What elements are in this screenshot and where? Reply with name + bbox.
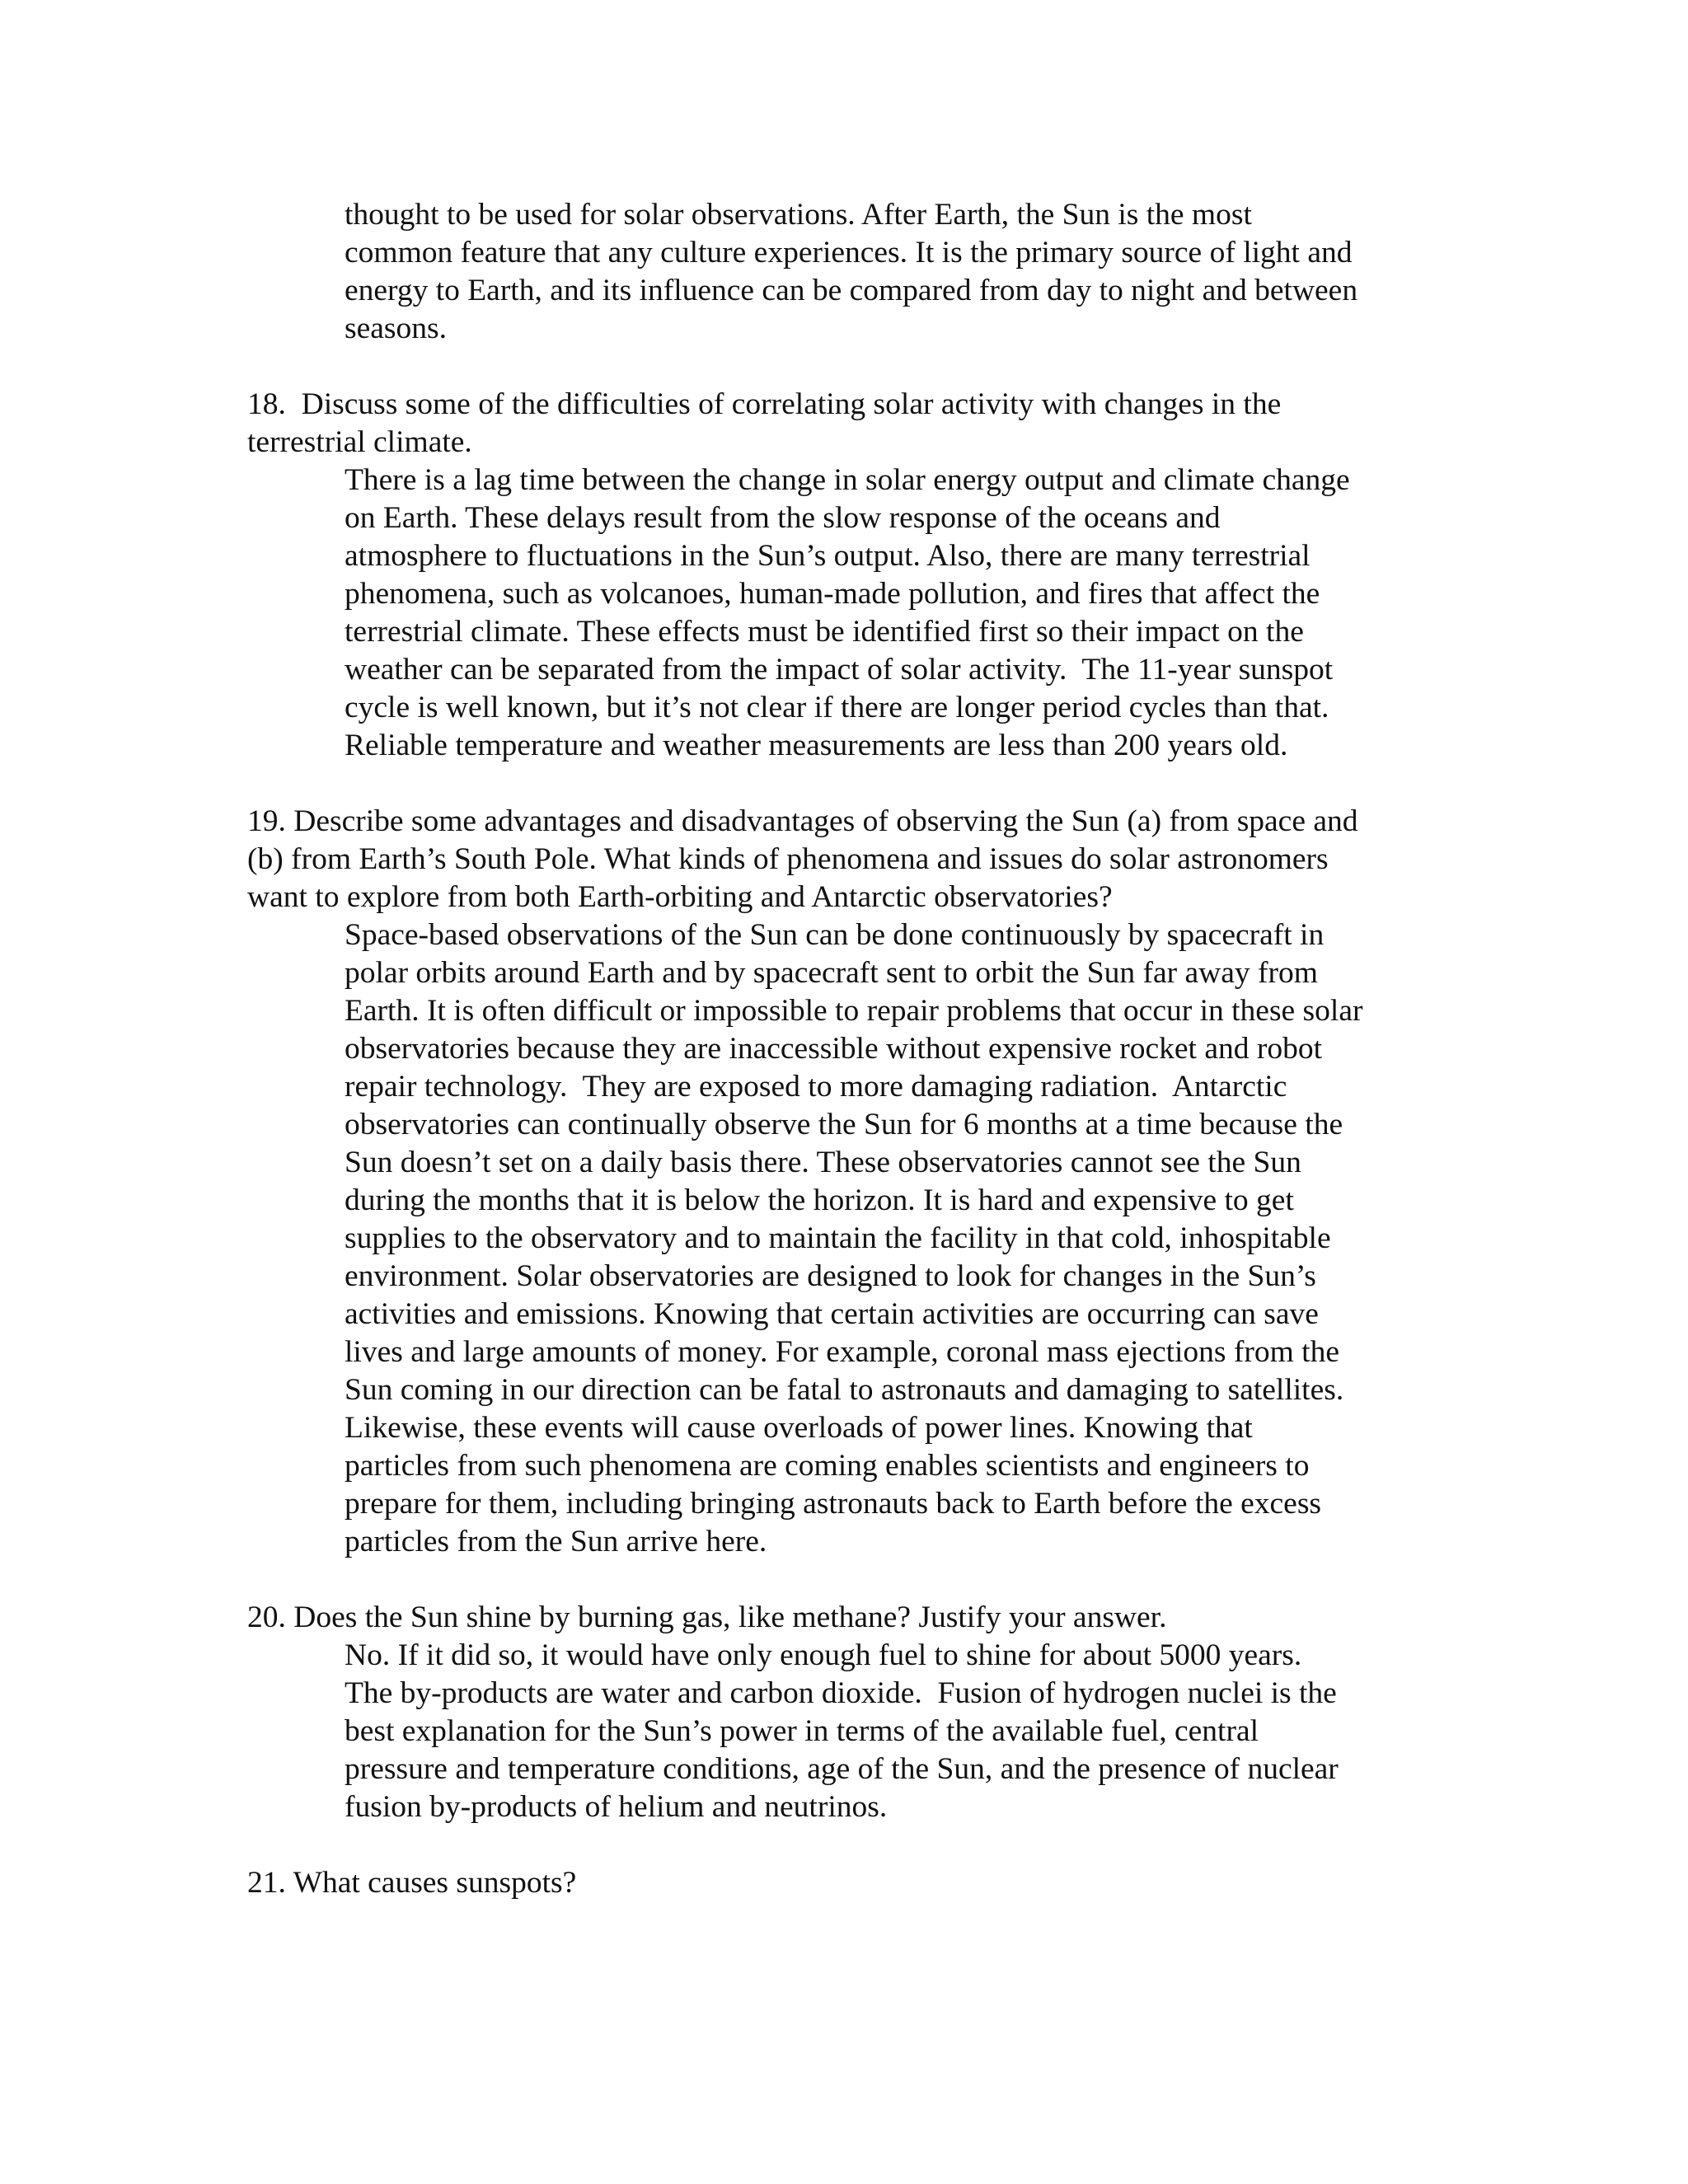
text-line: Reliable temperature and weather measurements are less than 200 years old. xyxy=(345,729,1288,762)
text-line: best explanation for the Sun’s power in terms of the available fuel, central xyxy=(345,1714,1259,1748)
text-line: 18. Discuss some of the difficulties of correlating solar activity with changes in the xyxy=(247,387,1282,421)
text-line: particles from such phenomena are coming enables scientists and engineers to xyxy=(345,1449,1310,1483)
text-line: terrestrial climate. xyxy=(247,425,472,459)
text-line: repair technology. They are exposed to more damaging radiation. Antarctic xyxy=(345,1070,1287,1104)
text-line: cycle is well known, but it’s not clear if there are longer period cycles than that. xyxy=(345,691,1329,724)
text-line: particles from the Sun arrive here. xyxy=(345,1525,767,1558)
text-line: activities and emissions. Knowing that certain activities are occurring can save xyxy=(345,1297,1319,1331)
text-line: atmosphere to fluctuations in the Sun’s output. Also, there are many terrestrial xyxy=(345,539,1311,573)
text-line: energy to Earth, and its influence can be compared from day to night and between xyxy=(345,274,1358,307)
text-line: during the months that it is below the horizon. It is hard and expensive to get xyxy=(345,1183,1294,1217)
text-line: Sun coming in our direction can be fatal to astronauts and damaging to satellites. xyxy=(345,1373,1344,1407)
text-line: fusion by-products of helium and neutrinos. xyxy=(345,1790,888,1824)
text-line: (b) from Earth’s South Pole. What kinds of phenomena and issues do solar astronomers xyxy=(247,842,1329,876)
text-line: lives and large amounts of money. For example, coronal mass ejections from the xyxy=(345,1335,1339,1369)
text-line: terrestrial climate. These effects must be identified first so their impact on the xyxy=(345,615,1304,649)
text-line: observatories can continually observe the Sun for 6 months at a time because the xyxy=(345,1108,1343,1141)
text-line: There is a lag time between the change in solar energy output and climate change xyxy=(345,463,1350,497)
text-line: 21. What causes sunspots? xyxy=(247,1866,577,1900)
text-line: phenomena, such as volcanoes, human-made pollution, and fires that affect the xyxy=(345,577,1320,611)
text-line: polar orbits around Earth and by spacecraft sent to orbit the Sun far away from xyxy=(345,956,1318,990)
text-line: thought to be used for solar observations. After Earth, the Sun is the most xyxy=(345,198,1252,232)
text-line: want to explore from both Earth-orbiting and Antarctic observatories? xyxy=(247,880,1113,914)
text-line: observatories because they are inaccessible without expensive rocket and robot xyxy=(345,1032,1323,1066)
text-line: 19. Describe some advantages and disadvantages of observing the Sun (a) from space and xyxy=(247,804,1358,838)
text-line: common feature that any culture experiences. It is the primary source of light and xyxy=(345,236,1353,269)
text-line: Earth. It is often difficult or impossible to repair problems that occur in these solar xyxy=(345,994,1363,1028)
text-line: Space-based observations of the Sun can be done continuously by spacecraft in xyxy=(345,918,1325,952)
text-line: No. If it did so, it would have only enough fuel to shine for about 5000 years. xyxy=(345,1638,1302,1672)
text-line: seasons. xyxy=(345,312,447,345)
text-line: prepare for them, including bringing astronauts back to Earth before the excess xyxy=(345,1487,1322,1521)
text-line: on Earth. These delays result from the slow response of the oceans and xyxy=(345,501,1221,535)
text-line: Likewise, these events will cause overloads of power lines. Knowing that xyxy=(345,1411,1253,1445)
text-line: 20. Does the Sun shine by burning gas, like methane? Justify your answer. xyxy=(247,1601,1167,1634)
text-line: The by-products are water and carbon dioxide. Fusion of hydrogen nuclei is the xyxy=(345,1676,1337,1710)
text-line: pressure and temperature conditions, age of the Sun, and the presence of nuclear xyxy=(345,1752,1339,1786)
text-line: supplies to the observatory and to maintain the facility in that cold, inhospitable xyxy=(345,1221,1331,1255)
text-line: environment. Solar observatories are designed to look for changes in the Sun’s xyxy=(345,1259,1316,1293)
text-line: weather can be separated from the impact of solar activity. The 11-year sunspot xyxy=(345,653,1334,687)
text-line: Sun doesn’t set on a daily basis there. These observatories cannot see the Sun xyxy=(345,1146,1301,1179)
